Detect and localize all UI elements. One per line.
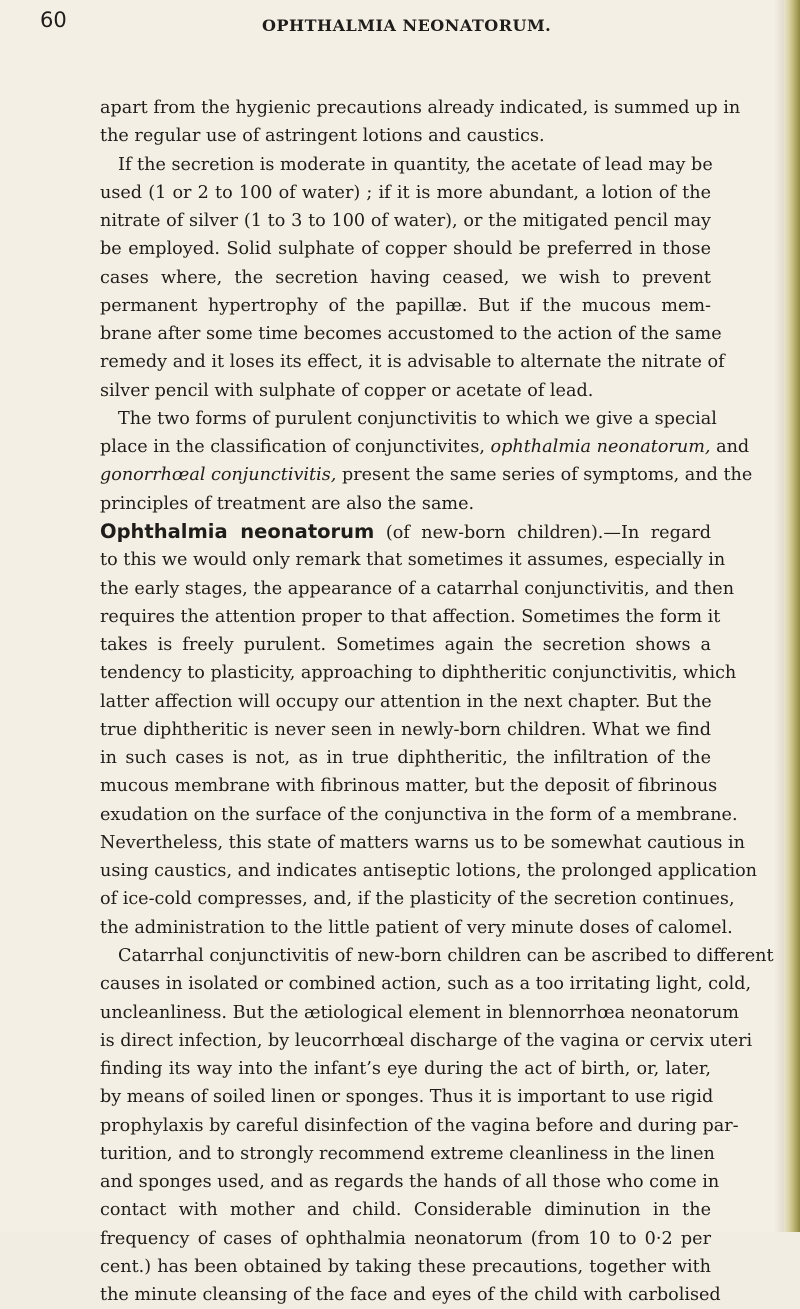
text-line (100, 1027, 753, 1055)
line-text: used (1 or 2 to 100 of water) ; if it is more abundant, a lotion of the (100, 182, 711, 203)
line-text: cent.) has been obtained by taking these precautions, together with (100, 1256, 711, 1277)
text-line (100, 320, 722, 348)
text-line (100, 490, 711, 518)
text-line (100, 885, 735, 913)
line-text: frequency of cases of ophthalmia neonatorum (from 10 to 0·2 per (100, 1228, 711, 1249)
line-text-after: present the same series of symptoms, and the (336, 465, 753, 486)
text-line (100, 1281, 721, 1309)
line-text: and sponges used, and as regards the hands of all those who come in (100, 1172, 720, 1193)
line-text: Catarrhal conjunctivitis of new-born children can be ascribed to different (118, 945, 774, 966)
line-text: causes in isolated or combined action, such as a too irritating light, cold, (100, 974, 752, 995)
text-line (100, 801, 738, 829)
line-text: permanent hypertrophy of the papillæ. But if the mucous mem- (100, 295, 711, 316)
text-line (100, 857, 758, 885)
text-line (100, 405, 717, 433)
text-line (100, 942, 774, 970)
line-text: requires the attention proper to that affection. Sometimes the form it (100, 606, 721, 627)
text-line (100, 914, 733, 942)
text-line (100, 461, 753, 489)
line-text: takes is freely purulent. Sometimes again the secretion shows a (100, 635, 711, 656)
text-line (100, 688, 711, 716)
line-text: apart from the hygienic precautions already indicated, is summed up in (100, 98, 741, 118)
book-spine-edge (784, 0, 800, 1232)
body-text (100, 94, 774, 1309)
text-line (100, 1168, 720, 1196)
line-text: mucous membrane with fibrinous matter, but the deposit of fibrinous (100, 776, 718, 797)
line-text: true diphtheritic is never seen in newly-born children. What we find (100, 719, 711, 740)
line-text: (of new-born children).—In regard (374, 522, 711, 543)
line-text: cases where, the secretion having ceased, we wish to prevent (100, 267, 711, 288)
line-text: contact with mother and child. Considerable diminution in the (100, 1200, 711, 1221)
line-text: to this we would only remark that sometimes it assumes, especially in (100, 550, 726, 571)
text-line (100, 518, 711, 546)
line-text: Nevertheless, this state of matters warns us to be somewhat cautious in (100, 832, 745, 853)
line-text: tendency to plasticity, approaching to diphtheritic conjunctivitis, which (100, 663, 737, 684)
line-text: If the secretion is moderate in quantity, the acetate of lead may be (118, 154, 713, 175)
line-text: brane after some time becomes accustomed to the action of the same (100, 324, 722, 345)
text-line (100, 1055, 711, 1083)
text-line (100, 546, 726, 574)
text-line (100, 94, 741, 122)
line-text: turition, and to strongly recommend extreme cleanliness in the linen (100, 1143, 715, 1164)
text-line (100, 122, 711, 150)
line-text: silver pencil with sulphate of copper or acetate of lead. (100, 380, 594, 401)
line-text: remedy and it loses its effect, it is advisable to alternate the nitrate of (100, 352, 725, 373)
line-text: place in the classification of conjunctivites, (100, 437, 491, 458)
line-italic-text: gonorrhœal conjunctivitis, (100, 465, 337, 486)
text-line (100, 744, 711, 772)
text-line (100, 348, 725, 376)
text-line (100, 631, 711, 659)
text-line (100, 377, 711, 405)
section-heading: Ophthalmia neonatorum (100, 519, 375, 543)
page-number: 60 (40, 8, 67, 32)
text-line (100, 235, 711, 263)
text-line (100, 1225, 711, 1253)
text-line (100, 829, 745, 857)
line-text: using caustics, and indicates antiseptic lotions, the prolonged application (100, 861, 758, 882)
text-line (100, 264, 711, 292)
text-line (100, 292, 711, 320)
line-text: the regular use of astringent lotions and caustics. (100, 126, 545, 147)
text-line (100, 1083, 714, 1111)
text-line (100, 575, 735, 603)
line-text: be employed. Solid sulphate of copper should be preferred in those (100, 239, 711, 260)
text-line (100, 970, 752, 998)
line-text: exudation on the surface of the conjunctiva in the form of a membrane. (100, 804, 738, 825)
page-gutter-shadow (774, 0, 784, 1232)
text-line (100, 716, 711, 744)
text-line (100, 179, 711, 207)
text-line (100, 1112, 739, 1140)
text-line (100, 772, 718, 800)
line-italic-text: ophthalmia neonatorum, (490, 437, 711, 458)
line-text: is direct infection, by leucorrhœal discharge of the vagina or cervix uteri (100, 1030, 753, 1051)
text-line (100, 1253, 711, 1281)
line-text: in such cases is not, as in true diphtheritic, the infiltration of the (100, 748, 711, 769)
line-text: uncleanliness. But the ætiological element in blennorrhœa neonatorum (100, 1002, 739, 1023)
line-text: prophylaxis by careful disinfection of the vagina before and during par- (100, 1115, 739, 1136)
text-line (100, 1196, 711, 1224)
text-line (100, 659, 737, 687)
running-head: OPHTHALMIA NEONATORUM. (262, 16, 552, 35)
line-text: principles of treatment are also the same. (100, 493, 475, 514)
line-text: finding its way into the infant’s eye during the act of birth, or, later, (100, 1059, 711, 1080)
text-line (100, 999, 739, 1027)
line-text: of ice-cold compresses, and, if the plasticity of the secretion continues, (100, 889, 735, 910)
line-text: the minute cleansing of the face and eyes of the child with carbolised (100, 1285, 721, 1306)
text-line (100, 151, 711, 179)
line-text: the early stages, the appearance of a catarrhal conjunctivitis, and then (100, 578, 735, 599)
text-line (100, 1140, 715, 1168)
text-line (100, 207, 711, 235)
text-line (100, 603, 721, 631)
line-text: latter affection will occupy our attention in the next chapter. But the (100, 691, 712, 712)
line-text: by means of soiled linen or sponges. Thus it is important to use rigid (100, 1087, 714, 1108)
line-text: The two forms of purulent conjunctivitis to which we give a special (118, 408, 717, 429)
line-text-after: and (710, 437, 750, 458)
line-text: nitrate of silver (1 to 3 to 100 of water), or the mitigated pencil may (100, 211, 711, 232)
text-line (100, 433, 750, 461)
line-text: the administration to the little patient of very minute doses of calomel. (100, 917, 733, 938)
